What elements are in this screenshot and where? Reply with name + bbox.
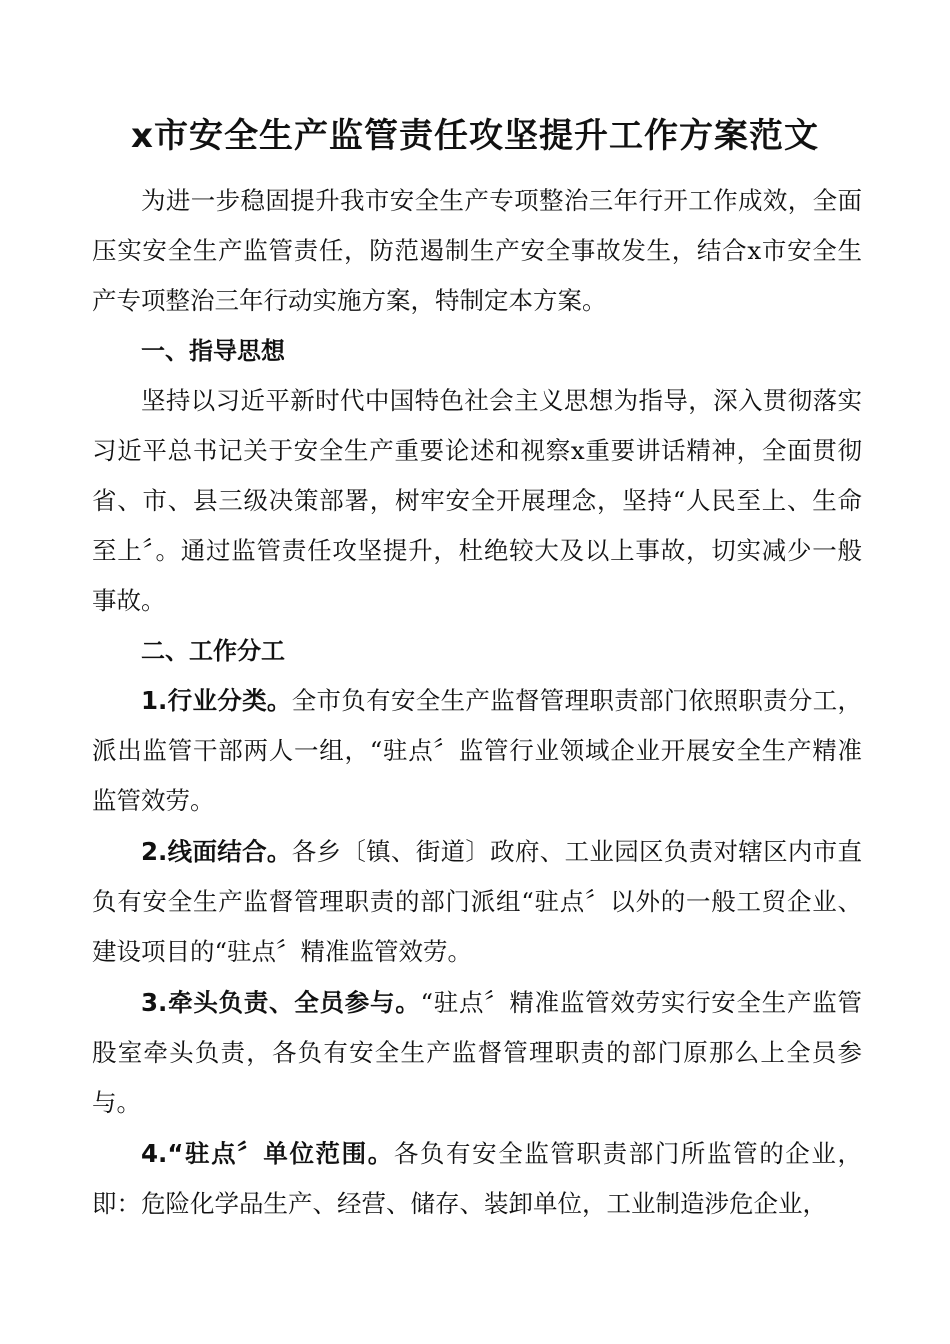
work-item-4-text: 各负有安全监管职责部门所监管的企业，即：危险化学品生产、经营、储存、装卸单位，工业制造涉危企业， [92, 1139, 862, 1218]
work-item-1 [92, 676, 862, 826]
work-item-4 [92, 1129, 862, 1229]
work-item-2-lead: 2.线面结合。 [141, 837, 292, 866]
intro-paragraph: 为进一步稳固提升我市安全生产专项整治三年行开工作成效，全面压实安全生产监管责任，防范遏制生产安全事故发生，结合x市安全生产专项整治三年行动实施方案，特制定本方案。 [92, 186, 862, 315]
work-item-3-lead: 3.牵头负责、全员参与。 [141, 988, 421, 1017]
guiding-ideology-paragraph: 坚持以习近平新时代中国特色社会主义思想为指导，深入贯彻落实习近平总书记关于安全生产重要论述和视察x重要讲话精神，全面贯彻省、市、县三级决策部署，树牢安全开展理念，坚持“人民至上、生命至上〞。通过监管责任攻坚提升，杜绝较大及以上事故，切实减少一般事故。 [92, 386, 862, 615]
work-item-3 [92, 978, 862, 1128]
document-title: x市安全生产监管责任攻坚提升工作方案范文 [131, 116, 819, 156]
work-item-1-text: 全市负有安全生产监督管理职责部门依照职责分工，派出监管干部两人一组，“驻点〞监管行业领域企业开展安全生产精准监管效劳。 [92, 686, 863, 815]
work-item-1-lead: 1.行业分类。 [141, 686, 292, 715]
work-item-2-text: 各乡〔镇、街道〕政府、工业园区负责对辖区内市直负有安全生产监督管理职责的部门派组“驻点〞以外的一般工贸企业、建设项目的“驻点〞精准监管效劳。 [92, 837, 863, 966]
work-item-4-lead: 4.“驻点〞单位范围。 [141, 1139, 394, 1168]
document-body [92, 176, 862, 1229]
work-item-3-text: “驻点〞精准监管效劳实行安全生产监管股室牵头负责，各负有安全生产监督管理职责的部门原那么上全员参与。 [92, 988, 862, 1117]
work-item-2 [92, 827, 862, 977]
section-heading-guiding-ideology: 一、指导思想 [141, 337, 285, 365]
section-heading-division-of-work: 二、工作分工 [141, 637, 285, 665]
